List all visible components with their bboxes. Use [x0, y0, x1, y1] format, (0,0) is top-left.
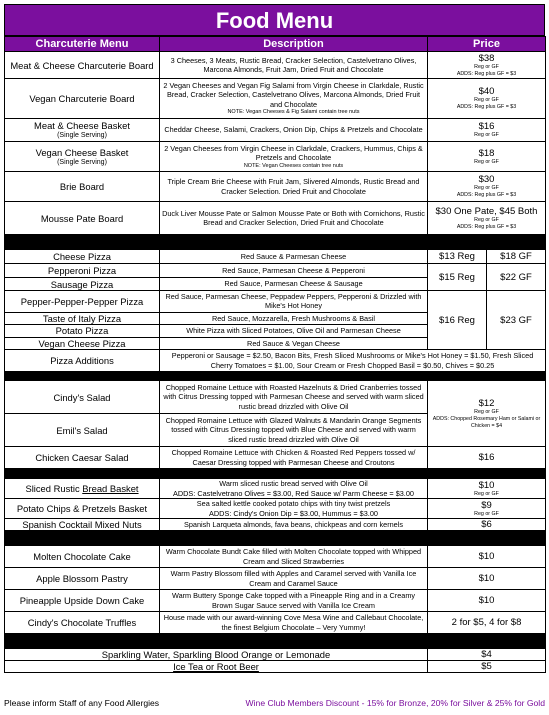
price-adds: ADDS: Reg plus GF = $3	[456, 70, 517, 77]
item-description: Spanish Larqueta almonds, fava beans, chickpeas and corn kernels	[160, 519, 428, 531]
price-gf: $18 GF	[486, 250, 545, 263]
item-name	[5, 119, 160, 142]
menu-row-vegan-basket	[5, 142, 546, 172]
price-note: Reg or GF	[474, 63, 499, 70]
item-price	[428, 264, 546, 291]
item-name: Cindy's Chocolate Truffles	[5, 612, 160, 634]
item-title: Sliced Rustic	[25, 483, 83, 494]
item-description: Red Sauce & Parmesan Cheese	[160, 250, 428, 264]
price-value: $10	[478, 479, 495, 491]
price-reg: $15 Reg	[439, 271, 475, 283]
price-value: $30 One Pate, $45 Both	[435, 205, 538, 217]
item-price	[428, 79, 546, 119]
item-name: Mousse Pate Board	[5, 202, 160, 235]
item-title: Vegan Cheese Basket	[35, 146, 129, 158]
item-name: Pepperoni Pizza	[5, 264, 160, 278]
item-name: Cheese Pizza	[5, 250, 160, 264]
item-name: Cindy's Salad	[5, 381, 160, 414]
menu-row-bread-basket	[5, 479, 546, 499]
item-price: $10	[428, 590, 546, 612]
price-gf: $22 GF	[486, 264, 545, 290]
price-note: Reg or GF	[474, 510, 499, 517]
price-adds: ADDS: Chopped Rosemary Ham or Salami or Chicken = $4	[432, 415, 541, 429]
price-value: $40	[478, 86, 495, 97]
item-description: House made with our award-winning Cove Mesa Wine and Callebaut Chocolate, the finest Belgium Chocolate – Very Yummy!	[160, 612, 428, 634]
item-name	[5, 142, 160, 172]
item-name: Vegan Cheese Pizza	[5, 337, 160, 349]
item-price	[428, 202, 546, 235]
item-price: $16	[428, 447, 546, 469]
price-adds: ADDS: Reg plus GF = $3	[456, 192, 517, 198]
menu-row-chips-basket	[5, 499, 546, 519]
item-description: Red Sauce, Parmesan Cheese, Peppadew Peppers, Pepperoni & Drizzled with Mike's Hot Honey	[160, 291, 428, 313]
menu-row-meat-cheese-board	[5, 52, 546, 79]
desc-note: NOTE: Vegan Cheeses & Fig Salami contain tree nuts	[227, 109, 360, 116]
item-description	[160, 479, 428, 499]
section-separator	[5, 634, 546, 649]
menu-row-pepperoni-pizza	[5, 264, 546, 278]
menu-row-pineapple-cake	[5, 590, 546, 612]
item-description	[160, 79, 428, 119]
item-description: Red Sauce, Mozzarella, Fresh Mushrooms & Basil	[160, 312, 428, 324]
item-name: Potato Chips & Pretzels Basket	[5, 499, 160, 519]
item-name: Potato Pizza	[5, 325, 160, 337]
menu-row-apple-pastry	[5, 568, 546, 590]
item-price	[428, 119, 546, 142]
price-value: $30	[478, 174, 495, 185]
menu-row-caesar-salad	[5, 447, 546, 469]
menu-page	[4, 4, 545, 673]
item-name	[5, 479, 160, 499]
item-price	[428, 52, 546, 79]
item-price	[428, 291, 546, 350]
item-name: Chicken Caesar Salad	[5, 447, 160, 469]
menu-row-brie-board	[5, 172, 546, 202]
column-header-name: Charcuterie Menu	[5, 37, 160, 52]
item-description: Chopped Romaine Lettuce with Glazed Walnuts & Mandarin Orange Segments tossed with Citrus Dressing topped with Blue Cheese and served with warm sliced rustic bread drizzled with Olive Oil	[160, 414, 428, 447]
menu-row-cheese-pizza	[5, 250, 546, 264]
item-price: $10	[428, 568, 546, 590]
price-value: $18	[478, 147, 495, 159]
item-name: Molten Chocolate Cake	[5, 546, 160, 568]
item-description: Warm Pastry Blossom filled with Apples and Caramel served with Vanilla Ice Cream and Caramel Sauce	[160, 568, 428, 590]
desc-adds: ADDS: Cindy's Onion Dip = $3.00, Hummus = $3.00	[209, 508, 378, 518]
item-price	[428, 172, 546, 202]
menu-row-mixed-nuts	[5, 519, 546, 531]
item-price: $5	[428, 661, 546, 673]
price-note: Reg or GF	[474, 132, 499, 138]
item-description: Pepperoni or Sausage = $2.50, Bacon Bits, Fresh Sliced Mushrooms or Mike's Hot Honey = $1.50, Fresh Sliced Cherry Tomatoes = $1.00, Sour Cream or Fresh Chopped Basil = $0.50, Chives = $0.25	[160, 350, 546, 372]
item-description: 3 Cheeses, 3 Meats, Rustic Bread, Cracker Selection, Castelvetrano Olives, Marcona Almonds, Fruit Jam, Dried Fruit and Chocolate	[160, 52, 428, 79]
item-name	[5, 661, 428, 673]
item-name: Taste of Italy Pizza	[5, 312, 160, 324]
section-separator	[5, 235, 546, 250]
desc-text: 2 Vegan Cheeses from Virgin Cheese in Clarkdale, Crackers, Hummus, Chips & Pretzels and Chocolate	[164, 143, 423, 162]
item-name: Meat & Cheese Charcuterie Board	[5, 52, 160, 79]
column-header-description: Description	[160, 37, 428, 52]
item-title: Ice Tea or Root Beer	[173, 661, 259, 672]
price-adds: ADDS: Reg plus GF = $3	[456, 223, 517, 230]
item-title: Meat & Cheese Basket	[34, 120, 130, 131]
item-price: $10	[428, 546, 546, 568]
price-reg: $13 Reg	[439, 251, 475, 262]
table-header-row	[5, 37, 546, 52]
item-price: $6	[428, 519, 546, 531]
item-subtitle: (Single Serving)	[57, 132, 107, 139]
page-title: Food Menu	[4, 4, 545, 36]
item-price	[428, 142, 546, 172]
menu-row-truffles	[5, 612, 546, 634]
item-subtitle: (Single Serving)	[57, 158, 107, 166]
item-description: Warm Buttery Sponge Cake topped with a Pineapple Ring and in a Creamy Brown Sugar Sauce served with Vanilla Ice Cream	[160, 590, 428, 612]
item-name: Sausage Pizza	[5, 278, 160, 291]
item-description: Cheddar Cheese, Salami, Crackers, Onion Dip, Chips & Pretzels and Chocolate	[160, 119, 428, 142]
price-gf: $23 GF	[486, 291, 545, 349]
item-description: Red Sauce, Parmesan Cheese & Sausage	[160, 278, 428, 291]
menu-row-mousse-pate	[5, 202, 546, 235]
menu-row-tea	[5, 661, 546, 673]
section-separator	[5, 531, 546, 546]
price-value: $12	[478, 397, 495, 409]
desc-text: 2 Vegan Cheeses and Vegan Fig Salami from Virgin Cheese in Clarkdale, Rustic Bread, Cracker Selection, Castelvetrano Olives, Marcona Almonds, Dried Fruit and Chocolate	[163, 80, 424, 109]
item-price	[428, 479, 546, 499]
item-title-underlined: Bread Basket	[82, 483, 139, 494]
menu-row-vegan-board	[5, 79, 546, 119]
menu-row-cindys-salad	[5, 381, 546, 414]
price-value: $38	[478, 52, 495, 64]
desc-text: Warm sliced rustic bread served with Olive Oil	[219, 479, 368, 488]
item-price	[428, 250, 546, 264]
menu-row-ppp-pizza	[5, 291, 546, 313]
item-description: Triple Cream Brie Cheese with Fruit Jam, Slivered Almonds, Rustic Bread and Cracker Selection. Dried Fruit and Chocolate	[160, 172, 428, 202]
item-name: Pineapple Upside Down Cake	[5, 590, 160, 612]
item-price	[428, 499, 546, 519]
desc-adds: ADDS: Castelvetrano Olives = $3.00, Red Sauce w/ Parm Cheese = $3.00	[173, 488, 414, 498]
price-adds: ADDS: Reg plus GF = $3	[456, 104, 517, 110]
price-note: Reg or GF	[474, 158, 499, 165]
desc-text: Sea salted kettle cooked potato chips with tiny twist pretzels	[196, 499, 391, 508]
item-price: 2 for $5, 4 for $8	[428, 612, 546, 634]
item-description: Red Sauce, Parmesan Cheese & Pepperoni	[160, 264, 428, 278]
price-value: $16	[478, 121, 495, 132]
item-price: $4	[428, 649, 546, 661]
item-name: Brie Board	[5, 172, 160, 202]
item-name: Apple Blossom Pastry	[5, 568, 160, 590]
wine-club-discount: Wine Club Members Discount - 15% for Bronze, 20% for Silver & 25% for Gold	[245, 698, 545, 708]
desc-note: NOTE: Vegan Cheeses contain tree nuts	[243, 162, 344, 169]
price-note: Reg or GF	[474, 185, 499, 191]
item-name: Sparkling Water, Sparkling Blood Orange or Lemonade	[5, 649, 428, 661]
item-description	[160, 499, 428, 519]
item-price	[428, 381, 546, 447]
item-description: Warm Chocolate Bundt Cake filled with Molten Chocolate topped with Whipped Cream and Sliced Strawberries	[160, 546, 428, 568]
menu-table	[4, 36, 546, 673]
price-reg: $16 Reg	[439, 314, 475, 326]
item-description: Chopped Romaine Lettuce with Roasted Hazelnuts & Dried Cranberries tossed with Citrus Dressing topped with Parmesan Cheese and served with warm sliced rustic bread drizzled with Olive Oil	[160, 381, 428, 414]
item-description: Red Sauce & Vegan Cheese	[160, 337, 428, 349]
menu-row-molten-cake	[5, 546, 546, 568]
menu-row-pizza-additions	[5, 350, 546, 372]
menu-row-meat-cheese-basket	[5, 119, 546, 142]
item-description	[160, 142, 428, 172]
menu-row-sparkling	[5, 649, 546, 661]
column-header-price: Price	[428, 37, 546, 52]
price-note: Reg or GF	[474, 97, 499, 103]
item-name: Spanish Cocktail Mixed Nuts	[5, 519, 160, 531]
item-description: Duck Liver Mousse Pate or Salmon Mousse Pate or Both with Cornichons, Rustic Bread and Cracker Selection, Dried Fruit and Chocolate	[160, 202, 428, 235]
item-name: Emil's Salad	[5, 414, 160, 447]
item-description: White Pizza with Sliced Potatoes, Olive Oil and Parmesan Cheese	[160, 325, 428, 337]
item-description: Chopped Romaine Lettuce with Chicken & Roasted Red Peppers tossed w/ Caesar Dressing topped with Parmesan Cheese and Croutons	[160, 447, 428, 469]
price-note: Reg or GF	[474, 216, 499, 223]
allergy-notice: Please inform Staff of any Food Allergies	[4, 698, 160, 708]
price-note: Reg or GF	[474, 408, 499, 415]
price-value: $9	[481, 499, 492, 511]
price-note: Reg or GF	[474, 490, 499, 497]
section-separator	[5, 469, 546, 479]
item-name: Pepper-Pepper-Pepper Pizza	[5, 291, 160, 313]
item-name: Pizza Additions	[5, 350, 160, 372]
item-name: Vegan Charcuterie Board	[5, 79, 160, 119]
section-separator	[5, 372, 546, 381]
footer	[4, 698, 545, 708]
